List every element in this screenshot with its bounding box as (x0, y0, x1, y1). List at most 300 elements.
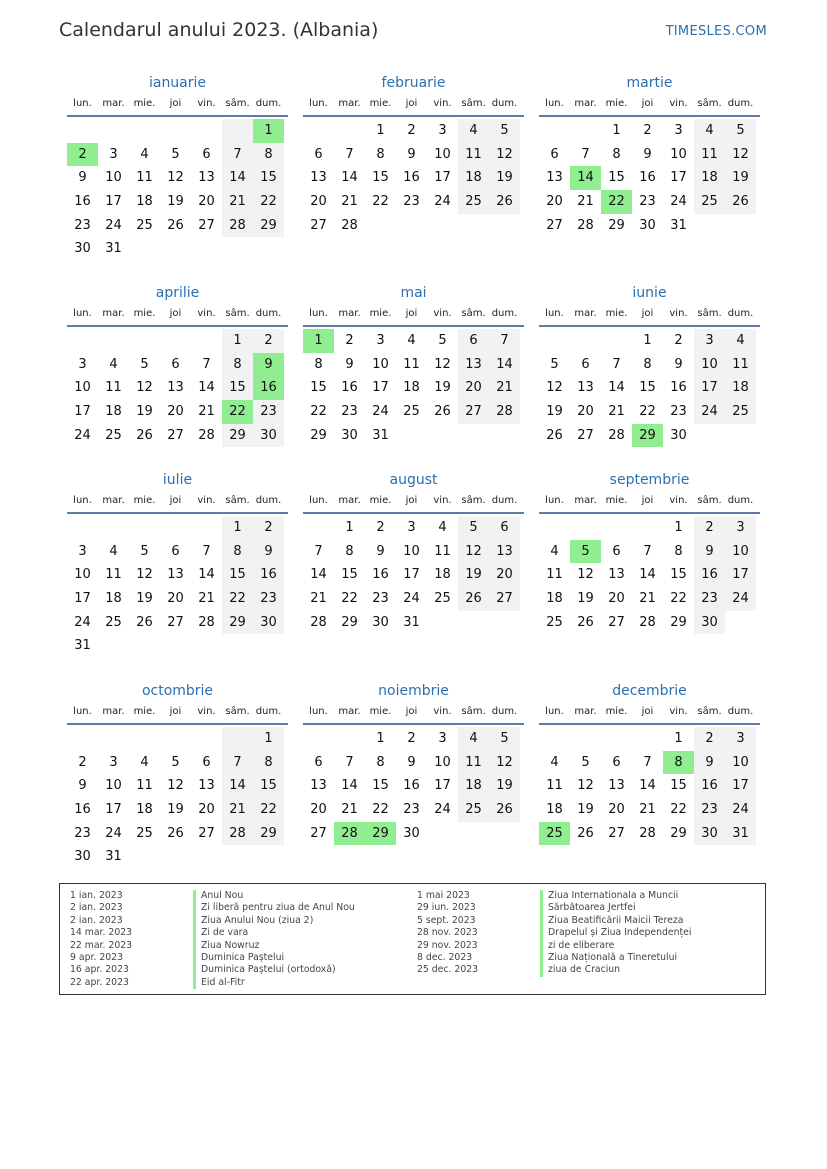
day-cell: 13 (608, 778, 625, 794)
day-cell: 27 (546, 217, 563, 233)
day-cell: 13 (167, 567, 184, 583)
day-cell: 11 (403, 356, 420, 372)
day-cell: 27 (167, 427, 184, 443)
month-name: octombrie (141, 683, 214, 699)
empty-cell (632, 727, 663, 751)
holiday-date: 1 ian. 2023 (70, 890, 123, 901)
empty-cell (458, 424, 489, 448)
day-cell: 4 (550, 754, 559, 770)
empty-cell (489, 424, 520, 448)
day-cell: 12 (136, 567, 153, 583)
day-cell: 17 (372, 380, 389, 396)
day-grid (303, 727, 520, 845)
empty-cell (725, 214, 756, 238)
weekday-label: joi (405, 706, 418, 717)
weekday-label: mar. (574, 495, 597, 506)
empty-cell (570, 119, 601, 143)
day-cell: 3 (109, 146, 118, 162)
day-cell: 8 (663, 751, 694, 775)
holiday-name: Zi de vara (193, 927, 355, 939)
day-cell: 17 (434, 170, 451, 186)
day-cell: 13 (577, 380, 594, 396)
day-cell: 14 (489, 353, 520, 377)
empty-cell (489, 611, 520, 635)
empty-cell (427, 822, 458, 846)
day-cell: 27 (458, 400, 489, 424)
weekday-label: joi (641, 495, 654, 506)
weekday-label: dum. (727, 706, 754, 717)
weekday-label: mar. (338, 98, 361, 109)
day-cell: 13 (310, 778, 327, 794)
day-cell: 14 (198, 567, 215, 583)
day-cell: 19 (434, 380, 451, 396)
day-cell: 20 (198, 802, 215, 818)
weekday-header (539, 306, 760, 327)
day-cell: 18 (136, 194, 153, 210)
empty-cell (489, 822, 520, 846)
weekday-label: lun. (309, 706, 328, 717)
day-cell: 3 (438, 731, 447, 746)
weekday-label: mar. (574, 98, 597, 109)
day-cell: 12 (167, 170, 184, 186)
day-cell: 12 (458, 540, 489, 564)
empty-cell (191, 727, 222, 751)
weekday-label: sâm. (225, 98, 250, 109)
day-cell: 29 (341, 614, 358, 630)
weekday-label: dum. (255, 308, 282, 319)
day-grid (67, 329, 284, 447)
day-cell: 17 (725, 563, 756, 587)
empty-cell (67, 119, 98, 143)
empty-cell (458, 214, 489, 238)
day-cell: 27 (489, 587, 520, 611)
day-cell: 8 (643, 356, 652, 372)
weekday-label: dum. (727, 495, 754, 506)
weekday-label: joi (169, 308, 182, 319)
day-cell: 22 (222, 400, 253, 424)
day-cell: 24 (694, 400, 725, 424)
holiday-name: ziua de Craciun (540, 964, 691, 976)
weekday-label: mie. (605, 706, 628, 717)
day-cell: 14 (341, 170, 358, 186)
day-cell: 7 (222, 143, 253, 167)
day-cell: 5 (438, 333, 447, 348)
day-cell: 1 (303, 329, 334, 353)
day-cell: 18 (694, 166, 725, 190)
empty-cell (160, 727, 191, 751)
empty-cell (129, 845, 160, 869)
holiday-name: Ziua Nowruz (193, 940, 355, 952)
day-cell: 15 (608, 170, 625, 186)
day-cell: 28 (608, 427, 625, 443)
day-cell: 20 (167, 591, 184, 607)
weekday-label: dum. (491, 308, 518, 319)
empty-cell (570, 727, 601, 751)
day-cell: 20 (608, 591, 625, 607)
month-aprilie (67, 284, 288, 447)
day-cell: 7 (581, 146, 590, 162)
day-cell: 13 (546, 170, 563, 186)
day-grid (539, 119, 756, 237)
day-cell: 8 (674, 543, 683, 559)
day-cell: 5 (171, 146, 180, 162)
empty-cell (222, 634, 253, 658)
empty-cell (539, 727, 570, 751)
day-cell: 18 (136, 802, 153, 818)
month-noiembrie (303, 682, 524, 845)
day-cell: 2 (694, 516, 725, 540)
day-cell: 2 (253, 516, 284, 540)
day-cell: 23 (372, 591, 389, 607)
weekday-label: mie. (605, 98, 628, 109)
day-cell: 15 (670, 778, 687, 794)
day-cell: 24 (74, 614, 91, 630)
day-cell: 30 (694, 822, 725, 846)
day-cell: 6 (581, 356, 590, 372)
day-cell: 26 (136, 427, 153, 443)
day-cell: 6 (612, 543, 621, 559)
month-martie (539, 74, 760, 237)
weekday-label: dum. (727, 308, 754, 319)
holiday-name: Ziua Beatificării Maicii Tereza (540, 915, 691, 927)
holiday-name: Drapelul și Ziua Independenței (540, 927, 691, 939)
empty-cell (253, 634, 284, 658)
month-iunie (539, 284, 760, 447)
day-cell: 16 (372, 567, 389, 583)
weekday-label: vin. (433, 308, 452, 319)
day-cell: 24 (725, 587, 756, 611)
weekday-label: mie. (133, 98, 156, 109)
day-cell: 10 (434, 146, 451, 162)
empty-cell (222, 237, 253, 261)
day-cell: 1 (612, 123, 621, 138)
day-cell: 4 (109, 356, 118, 372)
day-cell: 19 (136, 404, 153, 420)
month-ianuarie (67, 74, 288, 261)
day-cell: 5 (489, 119, 520, 143)
weekday-label: joi (169, 706, 182, 717)
day-cell: 16 (694, 774, 725, 798)
day-cell: 25 (136, 825, 153, 841)
day-cell: 1 (345, 520, 354, 535)
weekday-header (67, 493, 288, 514)
day-cell: 4 (694, 119, 725, 143)
day-cell: 12 (434, 356, 451, 372)
empty-cell (253, 237, 284, 261)
holiday-name: Eid al-Fitr (193, 977, 355, 989)
day-cell: 8 (222, 353, 253, 377)
day-cell: 17 (434, 778, 451, 794)
day-cell: 30 (639, 217, 656, 233)
weekday-label: lun. (309, 308, 328, 319)
holiday-date: 5 sept. 2023 (417, 914, 476, 926)
weekday-label: vin. (197, 495, 216, 506)
day-cell: 25 (725, 400, 756, 424)
day-cell: 11 (458, 751, 489, 775)
day-cell: 23 (639, 194, 656, 210)
empty-cell (334, 119, 365, 143)
empty-cell (396, 424, 427, 448)
weekday-label: mie. (133, 495, 156, 506)
day-cell: 18 (105, 591, 122, 607)
day-cell: 14 (341, 778, 358, 794)
empty-cell (98, 119, 129, 143)
day-cell: 11 (136, 778, 153, 794)
day-cell: 10 (725, 540, 756, 564)
day-cell: 9 (694, 751, 725, 775)
day-cell: 20 (546, 194, 563, 210)
day-cell: 21 (198, 591, 215, 607)
day-grid (303, 119, 520, 237)
day-cell: 5 (458, 516, 489, 540)
day-grid (539, 727, 756, 845)
day-cell: 6 (202, 754, 211, 770)
day-cell: 4 (438, 520, 447, 535)
empty-cell (160, 845, 191, 869)
holiday-date: 2 ian. 2023 (70, 914, 123, 926)
month-name: aprilie (155, 285, 200, 301)
day-cell: 2 (345, 333, 354, 348)
brand-link[interactable]: TIMESLES.COM (665, 24, 767, 39)
day-cell: 25 (539, 822, 570, 846)
day-cell: 9 (694, 540, 725, 564)
day-cell: 1 (253, 727, 284, 751)
weekday-header (539, 704, 760, 725)
day-cell: 14 (310, 567, 327, 583)
empty-cell (334, 727, 365, 751)
day-cell: 16 (74, 194, 91, 210)
weekday-label: vin. (669, 495, 688, 506)
month-mai (303, 284, 524, 447)
weekday-label: sâm. (697, 706, 722, 717)
day-cell: 3 (109, 754, 118, 770)
weekday-label: joi (405, 98, 418, 109)
holiday-date: 9 apr. 2023 (70, 951, 124, 963)
day-cell: 6 (314, 146, 323, 162)
day-cell: 10 (74, 567, 91, 583)
empty-cell (694, 214, 725, 238)
day-cell: 24 (105, 217, 122, 233)
weekday-label: sâm. (697, 308, 722, 319)
weekday-label: dum. (491, 706, 518, 717)
empty-cell (427, 611, 458, 635)
weekday-label: mie. (369, 495, 392, 506)
day-cell: 22 (341, 591, 358, 607)
day-cell: 21 (639, 591, 656, 607)
empty-cell (129, 634, 160, 658)
empty-cell (191, 119, 222, 143)
weekday-label: mie. (133, 308, 156, 319)
weekday-header (67, 96, 288, 117)
day-cell: 7 (489, 329, 520, 353)
empty-cell (129, 119, 160, 143)
day-cell: 28 (310, 614, 327, 630)
day-cell: 13 (167, 380, 184, 396)
day-cell: 9 (78, 778, 87, 794)
weekday-label: lun. (309, 495, 328, 506)
weekday-label: vin. (197, 98, 216, 109)
day-cell: 1 (376, 731, 385, 746)
day-cell: 22 (601, 190, 632, 214)
weekday-label: mar. (574, 308, 597, 319)
day-cell: 16 (253, 563, 284, 587)
day-cell: 17 (670, 170, 687, 186)
weekday-label: sâm. (461, 98, 486, 109)
weekday-label: dum. (727, 98, 754, 109)
day-cell: 23 (694, 587, 725, 611)
day-cell: 18 (434, 567, 451, 583)
day-cell: 12 (577, 567, 594, 583)
day-cell: 28 (341, 217, 358, 233)
weekday-label: vin. (433, 706, 452, 717)
day-cell: 13 (310, 170, 327, 186)
day-cell: 19 (458, 563, 489, 587)
weekday-label: mie. (369, 308, 392, 319)
day-cell: 24 (403, 591, 420, 607)
day-cell: 23 (253, 587, 284, 611)
empty-cell (67, 727, 98, 751)
day-cell: 28 (489, 400, 520, 424)
month-name: martie (626, 75, 673, 91)
weekday-header (539, 493, 760, 514)
day-cell: 8 (376, 754, 385, 770)
day-cell: 16 (341, 380, 358, 396)
day-grid (303, 329, 520, 447)
day-cell: 28 (639, 825, 656, 841)
day-cell: 3 (78, 543, 87, 559)
month-septembrie (539, 471, 760, 634)
day-cell: 15 (222, 376, 253, 400)
day-cell: 6 (171, 543, 180, 559)
month-name: februarie (381, 75, 446, 91)
day-cell: 2 (674, 333, 683, 348)
weekday-label: vin. (197, 308, 216, 319)
empty-cell (396, 214, 427, 238)
day-cell: 6 (612, 754, 621, 770)
day-cell: 30 (694, 611, 725, 635)
day-cell: 17 (105, 194, 122, 210)
day-cell: 3 (694, 329, 725, 353)
day-cell: 30 (253, 424, 284, 448)
day-cell: 29 (253, 822, 284, 846)
day-cell: 29 (222, 611, 253, 635)
empty-cell (601, 727, 632, 751)
holiday-date: 8 dec. 2023 (417, 951, 473, 963)
day-cell: 6 (202, 146, 211, 162)
weekday-label: sâm. (461, 706, 486, 717)
day-cell: 26 (577, 825, 594, 841)
day-cell: 24 (105, 825, 122, 841)
day-cell: 20 (198, 194, 215, 210)
holiday-date: 16 apr. 2023 (70, 964, 129, 976)
month-name: noiembrie (378, 683, 449, 699)
empty-cell (632, 516, 663, 540)
day-cell: 22 (639, 404, 656, 420)
day-cell: 8 (314, 356, 323, 372)
weekday-label: mar. (102, 706, 125, 717)
day-cell: 8 (345, 543, 354, 559)
day-cell: 4 (725, 329, 756, 353)
day-cell: 22 (222, 587, 253, 611)
day-cell: 5 (171, 754, 180, 770)
holiday-name: Duminica Paștelui (ortodoxă) (193, 964, 355, 976)
month-februarie (303, 74, 524, 237)
empty-cell (253, 845, 284, 869)
weekday-label: sâm. (225, 495, 250, 506)
empty-cell (303, 727, 334, 751)
day-cell: 3 (407, 520, 416, 535)
weekday-label: lun. (73, 706, 92, 717)
holiday-date: 2 ian. 2023 (70, 902, 123, 914)
day-cell: 26 (434, 404, 451, 420)
holiday-date: 14 mar. 2023 (70, 927, 133, 939)
day-cell: 2 (78, 754, 87, 770)
day-cell: 31 (105, 241, 122, 257)
day-cell: 31 (725, 822, 756, 846)
day-cell: 18 (546, 802, 563, 818)
day-cell: 30 (74, 849, 91, 865)
day-cell: 27 (198, 825, 215, 841)
day-cell: 18 (725, 376, 756, 400)
holiday-date: 25 dec. 2023 (417, 964, 479, 976)
empty-cell (365, 214, 396, 238)
day-cell: 10 (403, 543, 420, 559)
day-cell: 28 (198, 614, 215, 630)
weekday-label: mar. (338, 308, 361, 319)
day-cell: 11 (694, 143, 725, 167)
day-cell: 22 (253, 190, 284, 214)
day-cell: 13 (608, 567, 625, 583)
day-grid (67, 119, 284, 261)
empty-cell (303, 516, 334, 540)
empty-cell (539, 516, 570, 540)
day-cell: 29 (670, 825, 687, 841)
day-cell: 31 (403, 614, 420, 630)
day-cell: 21 (310, 591, 327, 607)
empty-cell (601, 329, 632, 353)
day-cell: 24 (74, 427, 91, 443)
day-cell: 26 (167, 217, 184, 233)
day-cell: 11 (546, 567, 563, 583)
day-cell: 31 (74, 638, 91, 654)
day-cell: 3 (78, 356, 87, 372)
day-cell: 23 (403, 194, 420, 210)
day-cell: 12 (577, 778, 594, 794)
weekday-label: lun. (545, 308, 564, 319)
day-cell: 19 (167, 802, 184, 818)
empty-cell (191, 516, 222, 540)
day-cell: 22 (310, 404, 327, 420)
day-cell: 5 (489, 727, 520, 751)
day-cell: 3 (725, 516, 756, 540)
weekday-label: sâm. (225, 308, 250, 319)
day-cell: 21 (341, 194, 358, 210)
empty-cell (427, 214, 458, 238)
day-cell: 2 (67, 143, 98, 167)
day-cell: 6 (550, 146, 559, 162)
day-cell: 30 (74, 241, 91, 257)
weekday-label: vin. (433, 495, 452, 506)
day-cell: 13 (198, 778, 215, 794)
weekday-label: joi (405, 495, 418, 506)
day-cell: 30 (670, 427, 687, 443)
day-cell: 6 (489, 516, 520, 540)
day-cell: 20 (167, 404, 184, 420)
day-cell: 19 (577, 591, 594, 607)
day-cell: 13 (458, 353, 489, 377)
day-cell: 22 (372, 802, 389, 818)
day-cell: 16 (694, 563, 725, 587)
